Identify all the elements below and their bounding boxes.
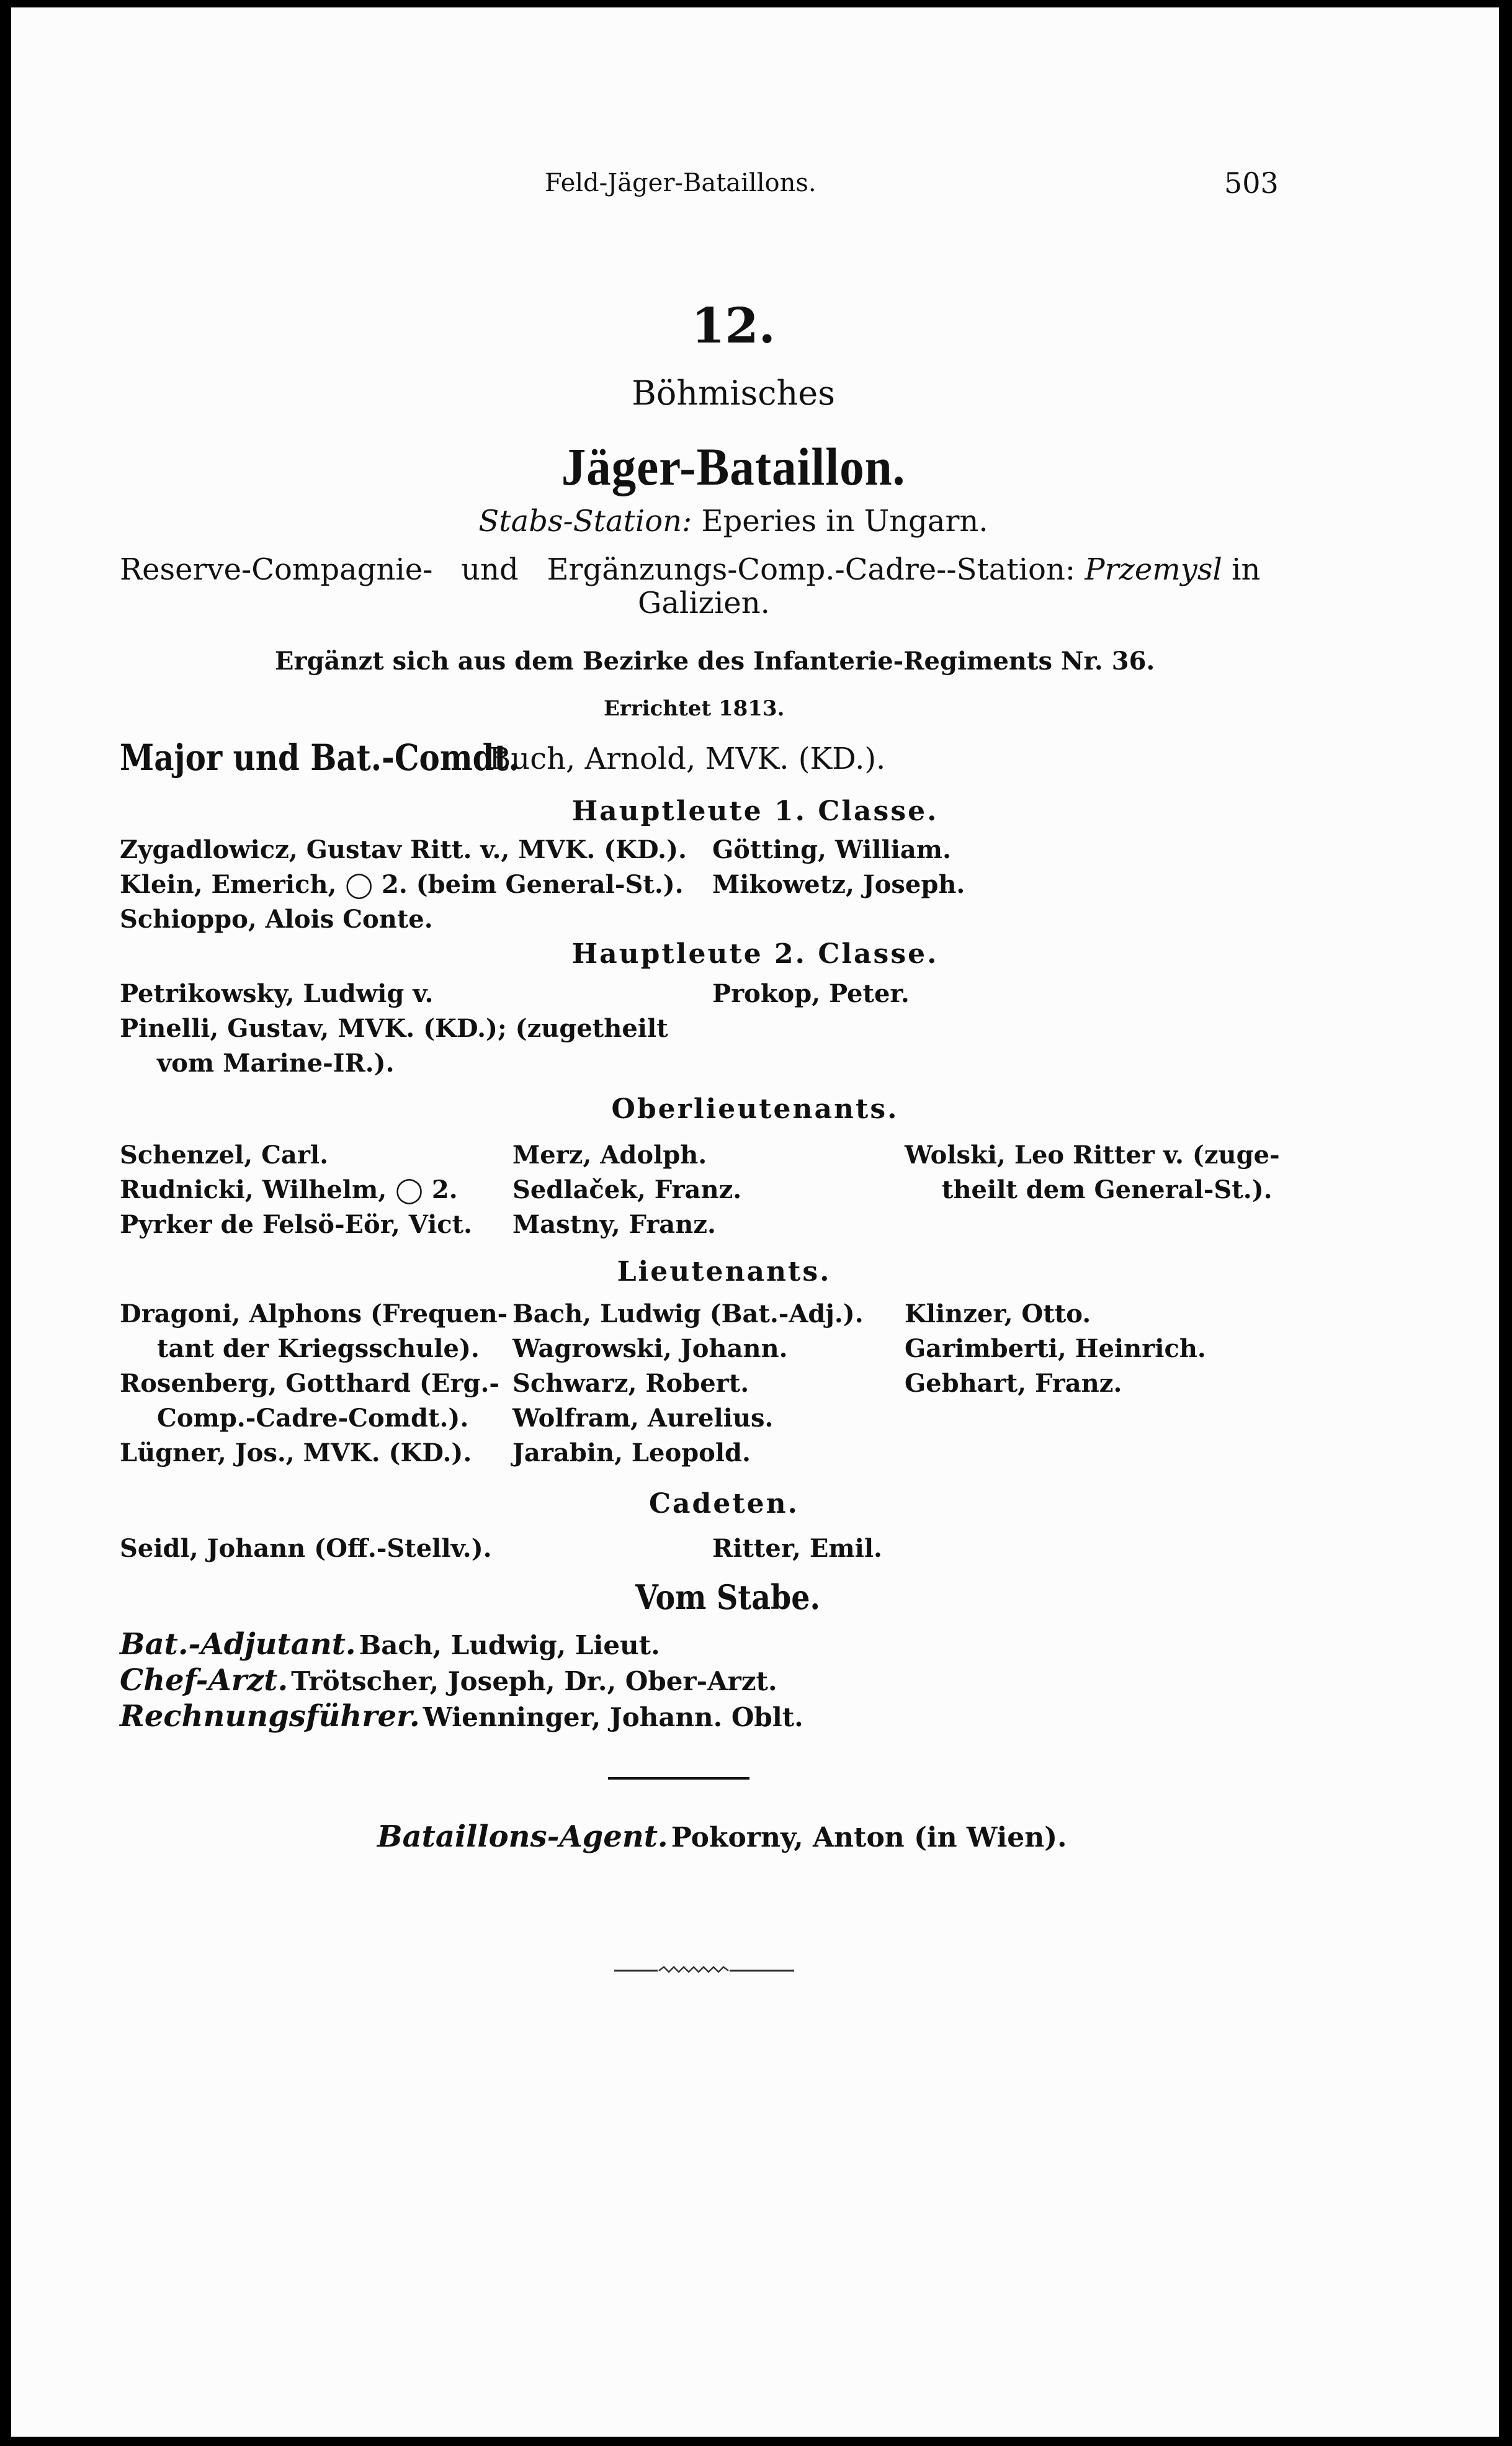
section-lieutenants: Lieutenants. — [617, 1256, 831, 1288]
section-vom-stabe: Vom Stabe. — [635, 1577, 821, 1617]
agent-role: Bataillons-Agent. — [377, 1819, 668, 1854]
list-item: Lügner, Jos., MVK. (KD.). — [120, 1438, 472, 1467]
running-title: Feld-Jäger-Bataillons. — [545, 169, 816, 197]
section-hauptleute-1: Hauptleute 1. Classe. — [571, 795, 939, 827]
reserve-station-in: in — [1232, 552, 1261, 587]
list-item: Wagrowski, Johann. — [512, 1334, 788, 1363]
stabe-role: Chef-Arzt. — [120, 1663, 289, 1698]
list-item: Mastny, Franz. — [512, 1210, 716, 1239]
major-name: Buch, Arnold, MVK. (KD.). — [489, 741, 886, 776]
list-item: Garimberti, Heinrich. — [905, 1334, 1206, 1363]
reserve-station — [120, 552, 1260, 587]
list-item: Mikowetz, Joseph. — [712, 870, 965, 899]
reserve-station-line2: Galizien. — [638, 586, 770, 620]
section-cadeten: Cadeten. — [649, 1488, 799, 1520]
list-item: Pinelli, Gustav, MVK. (KD.); (zugetheilt — [120, 1014, 668, 1043]
list-item: Dragoni, Alphons (Frequen- — [120, 1299, 508, 1328]
list-item: Klinzer, Otto. — [905, 1299, 1091, 1328]
stabe-row — [120, 1699, 803, 1734]
agent-name: Pokorny, Anton (in Wien). — [671, 1822, 1067, 1853]
unit-subtitle: Böhmisches — [632, 374, 835, 413]
stabe-row — [120, 1663, 777, 1698]
list-item: Klein, Emerich, ◯ 2. (beim General-St.). — [120, 870, 684, 899]
page-number: 503 — [1224, 166, 1279, 200]
list-item: Götting, William. — [712, 835, 952, 864]
list-item: theilt dem General-St.). — [942, 1175, 1273, 1204]
list-item: Bach, Ludwig (Bat.-Adj.). — [512, 1299, 864, 1328]
list-item: Gebhart, Franz. — [905, 1369, 1122, 1398]
list-item: Schwarz, Robert. — [512, 1369, 749, 1398]
list-item: Rosenberg, Gotthard (Erg.- — [120, 1369, 500, 1398]
reserve-station-text: Reserve-Compagnie- und Ergänzungs-Comp.-Cadre--Station: — [120, 552, 1076, 587]
errichtet-line: Errichtet 1813. — [604, 696, 785, 721]
list-item: Wolski, Leo Ritter v. (zuge- — [905, 1140, 1280, 1170]
document-page — [11, 7, 1499, 2437]
stabe-name: Wienninger, Johann. Oblt. — [423, 1702, 803, 1732]
list-item: Comp.-Cadre-Comdt.). — [157, 1404, 469, 1433]
divider-rule — [608, 1777, 749, 1780]
list-item: Schenzel, Carl. — [120, 1140, 329, 1170]
reserve-station-place: Przemysl — [1085, 552, 1222, 587]
list-item: Rudnicki, Wilhelm, ◯ 2. — [120, 1175, 458, 1204]
stabs-station-value: Eperies in Ungarn. — [701, 504, 988, 539]
stabe-name: Bach, Ludwig, Lieut. — [359, 1630, 660, 1660]
list-item: Zygadlowicz, Gustav Ritt. v., MVK. (KD.). — [120, 835, 687, 864]
stabe-role: Rechnungsführer. — [120, 1699, 420, 1734]
stabe-role: Bat.-Adjutant. — [120, 1627, 356, 1662]
list-item: Prokop, Peter. — [712, 979, 910, 1008]
list-item: Schioppo, Alois Conte. — [120, 905, 433, 934]
end-ornament — [614, 1962, 794, 1977]
unit-title: Jäger-Bataillon. — [561, 437, 906, 496]
stabe-row — [120, 1627, 660, 1662]
list-item: Petrikowsky, Ludwig v. — [120, 979, 434, 1008]
erganzt-line: Ergänzt sich aus dem Bezirke des Infanterie-Regiments Nr. 36. — [275, 647, 1155, 676]
agent-line — [377, 1819, 1067, 1854]
list-item: tant der Kriegsschule). — [157, 1334, 480, 1363]
stabs-station — [0, 504, 1499, 539]
major-label: Major und Bat.-Comdt. — [120, 737, 519, 779]
section-oberlieutenants: Oberlieutenants. — [611, 1093, 899, 1125]
stabs-station-label: Stabs-Station: — [478, 504, 692, 539]
list-item: Jarabin, Leopold. — [512, 1438, 751, 1467]
unit-number: 12. — [691, 298, 776, 354]
list-item: Seidl, Johann (Off.-Stellv.). — [120, 1534, 492, 1563]
list-item: Sedlaček, Franz. — [512, 1175, 742, 1204]
list-item: Pyrker de Felsö-Eör, Vict. — [120, 1210, 473, 1239]
list-item: Ritter, Emil. — [712, 1534, 882, 1563]
stabe-name: Trötscher, Joseph, Dr., Ober-Arzt. — [291, 1666, 777, 1696]
list-item: Wolfram, Aurelius. — [512, 1404, 774, 1433]
list-item: Merz, Adolph. — [512, 1140, 707, 1170]
list-item: vom Marine-IR.). — [157, 1049, 395, 1078]
section-hauptleute-2: Hauptleute 2. Classe. — [571, 938, 939, 970]
